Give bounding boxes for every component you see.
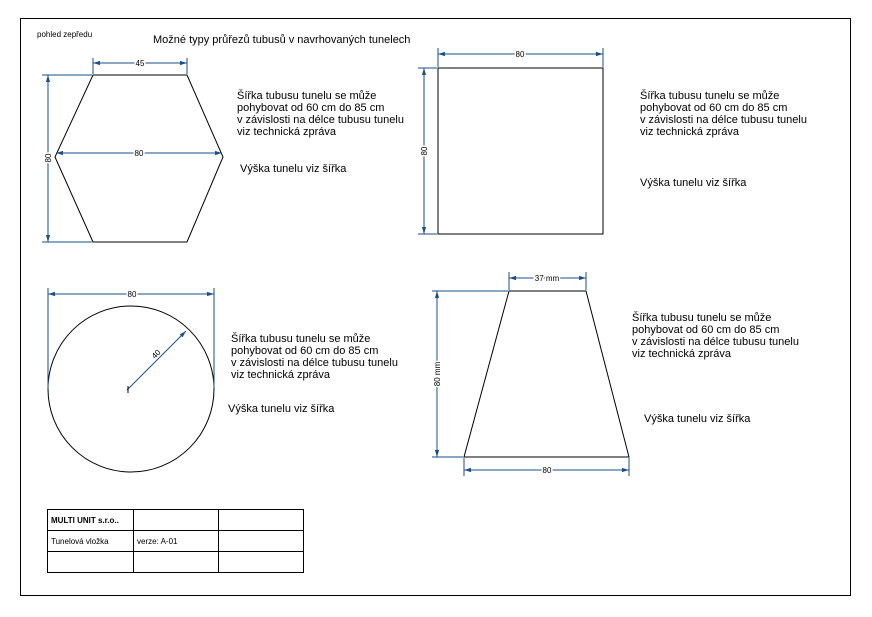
circle-diameter-dimension	[48, 288, 214, 388]
circle-diameter-dim-label: 80	[127, 290, 137, 299]
circle-height-note: Výška tunelu viz šířka	[228, 403, 335, 415]
circle-width-note: Šířka tubusu tunelu se může pohybovat od 60 cm do 85 cm v závislosti na délce tubusu tunelu viz technická zpráva	[231, 333, 398, 381]
hexagon-width-note: Šířka tubusu tunelu se může pohybovat od 60 cm do 85 cm v závislosti na délce tubusu tunelu viz technická zpráva	[237, 90, 404, 138]
circle-radius-dim-label: 40	[149, 347, 163, 361]
hexagon-outline	[55, 75, 223, 242]
trapezoid-height-note: Výška tunelu viz šířka	[644, 413, 751, 425]
title-block-product: Tunelová vložka	[48, 531, 134, 552]
title-block-cell	[48, 552, 134, 573]
trapezoid-height-dimension	[432, 291, 508, 457]
title-block	[47, 509, 304, 573]
square-height-dim-label: 80	[420, 146, 429, 156]
trapezoid-height-dim-label: 80 mm	[433, 361, 442, 387]
square-height-note: Výška tunelu viz šířka	[640, 177, 747, 189]
square-width-dim-label: 80	[515, 50, 525, 59]
circle-radius-dimension	[127, 331, 186, 390]
trapezoid-outline	[464, 291, 629, 457]
hexagon-width-dim-label: 80	[134, 149, 144, 158]
title-block-cell	[219, 552, 304, 573]
hexagon-height-note: Výška tunelu viz šířka	[240, 163, 347, 175]
title-block-cell	[134, 552, 219, 573]
square-outline	[438, 68, 603, 234]
square-width-note: Šířka tubusu tunelu se může pohybovat od 60 cm do 85 cm v závislosti na délce tubusu tunelu viz technická zpráva	[640, 90, 807, 138]
title-block-cell	[219, 531, 304, 552]
title-block-company: MULTI UNIT s.r.o..	[48, 510, 134, 531]
trapezoid-top-dim-label: 37 mm	[534, 274, 560, 283]
page-title: Možné typy průřezů tubusů v navrhovaných tunelech	[153, 34, 411, 46]
view-label: pohled zepředu	[37, 30, 93, 39]
title-block-cell	[219, 510, 304, 531]
hexagon-top-dim-label: 45	[135, 59, 145, 68]
title-block-version: verze: A-01	[134, 531, 219, 552]
title-block-cell	[134, 510, 219, 531]
trapezoid-bottom-dim-label: 80	[542, 466, 552, 475]
circle-outline	[48, 306, 214, 472]
hexagon-height-dim-label: 80	[44, 153, 53, 163]
trapezoid-width-note: Šířka tubusu tunelu se může pohybovat od 60 cm do 85 cm v závislosti na délce tubusu tunelu viz technická zpráva	[632, 312, 799, 360]
